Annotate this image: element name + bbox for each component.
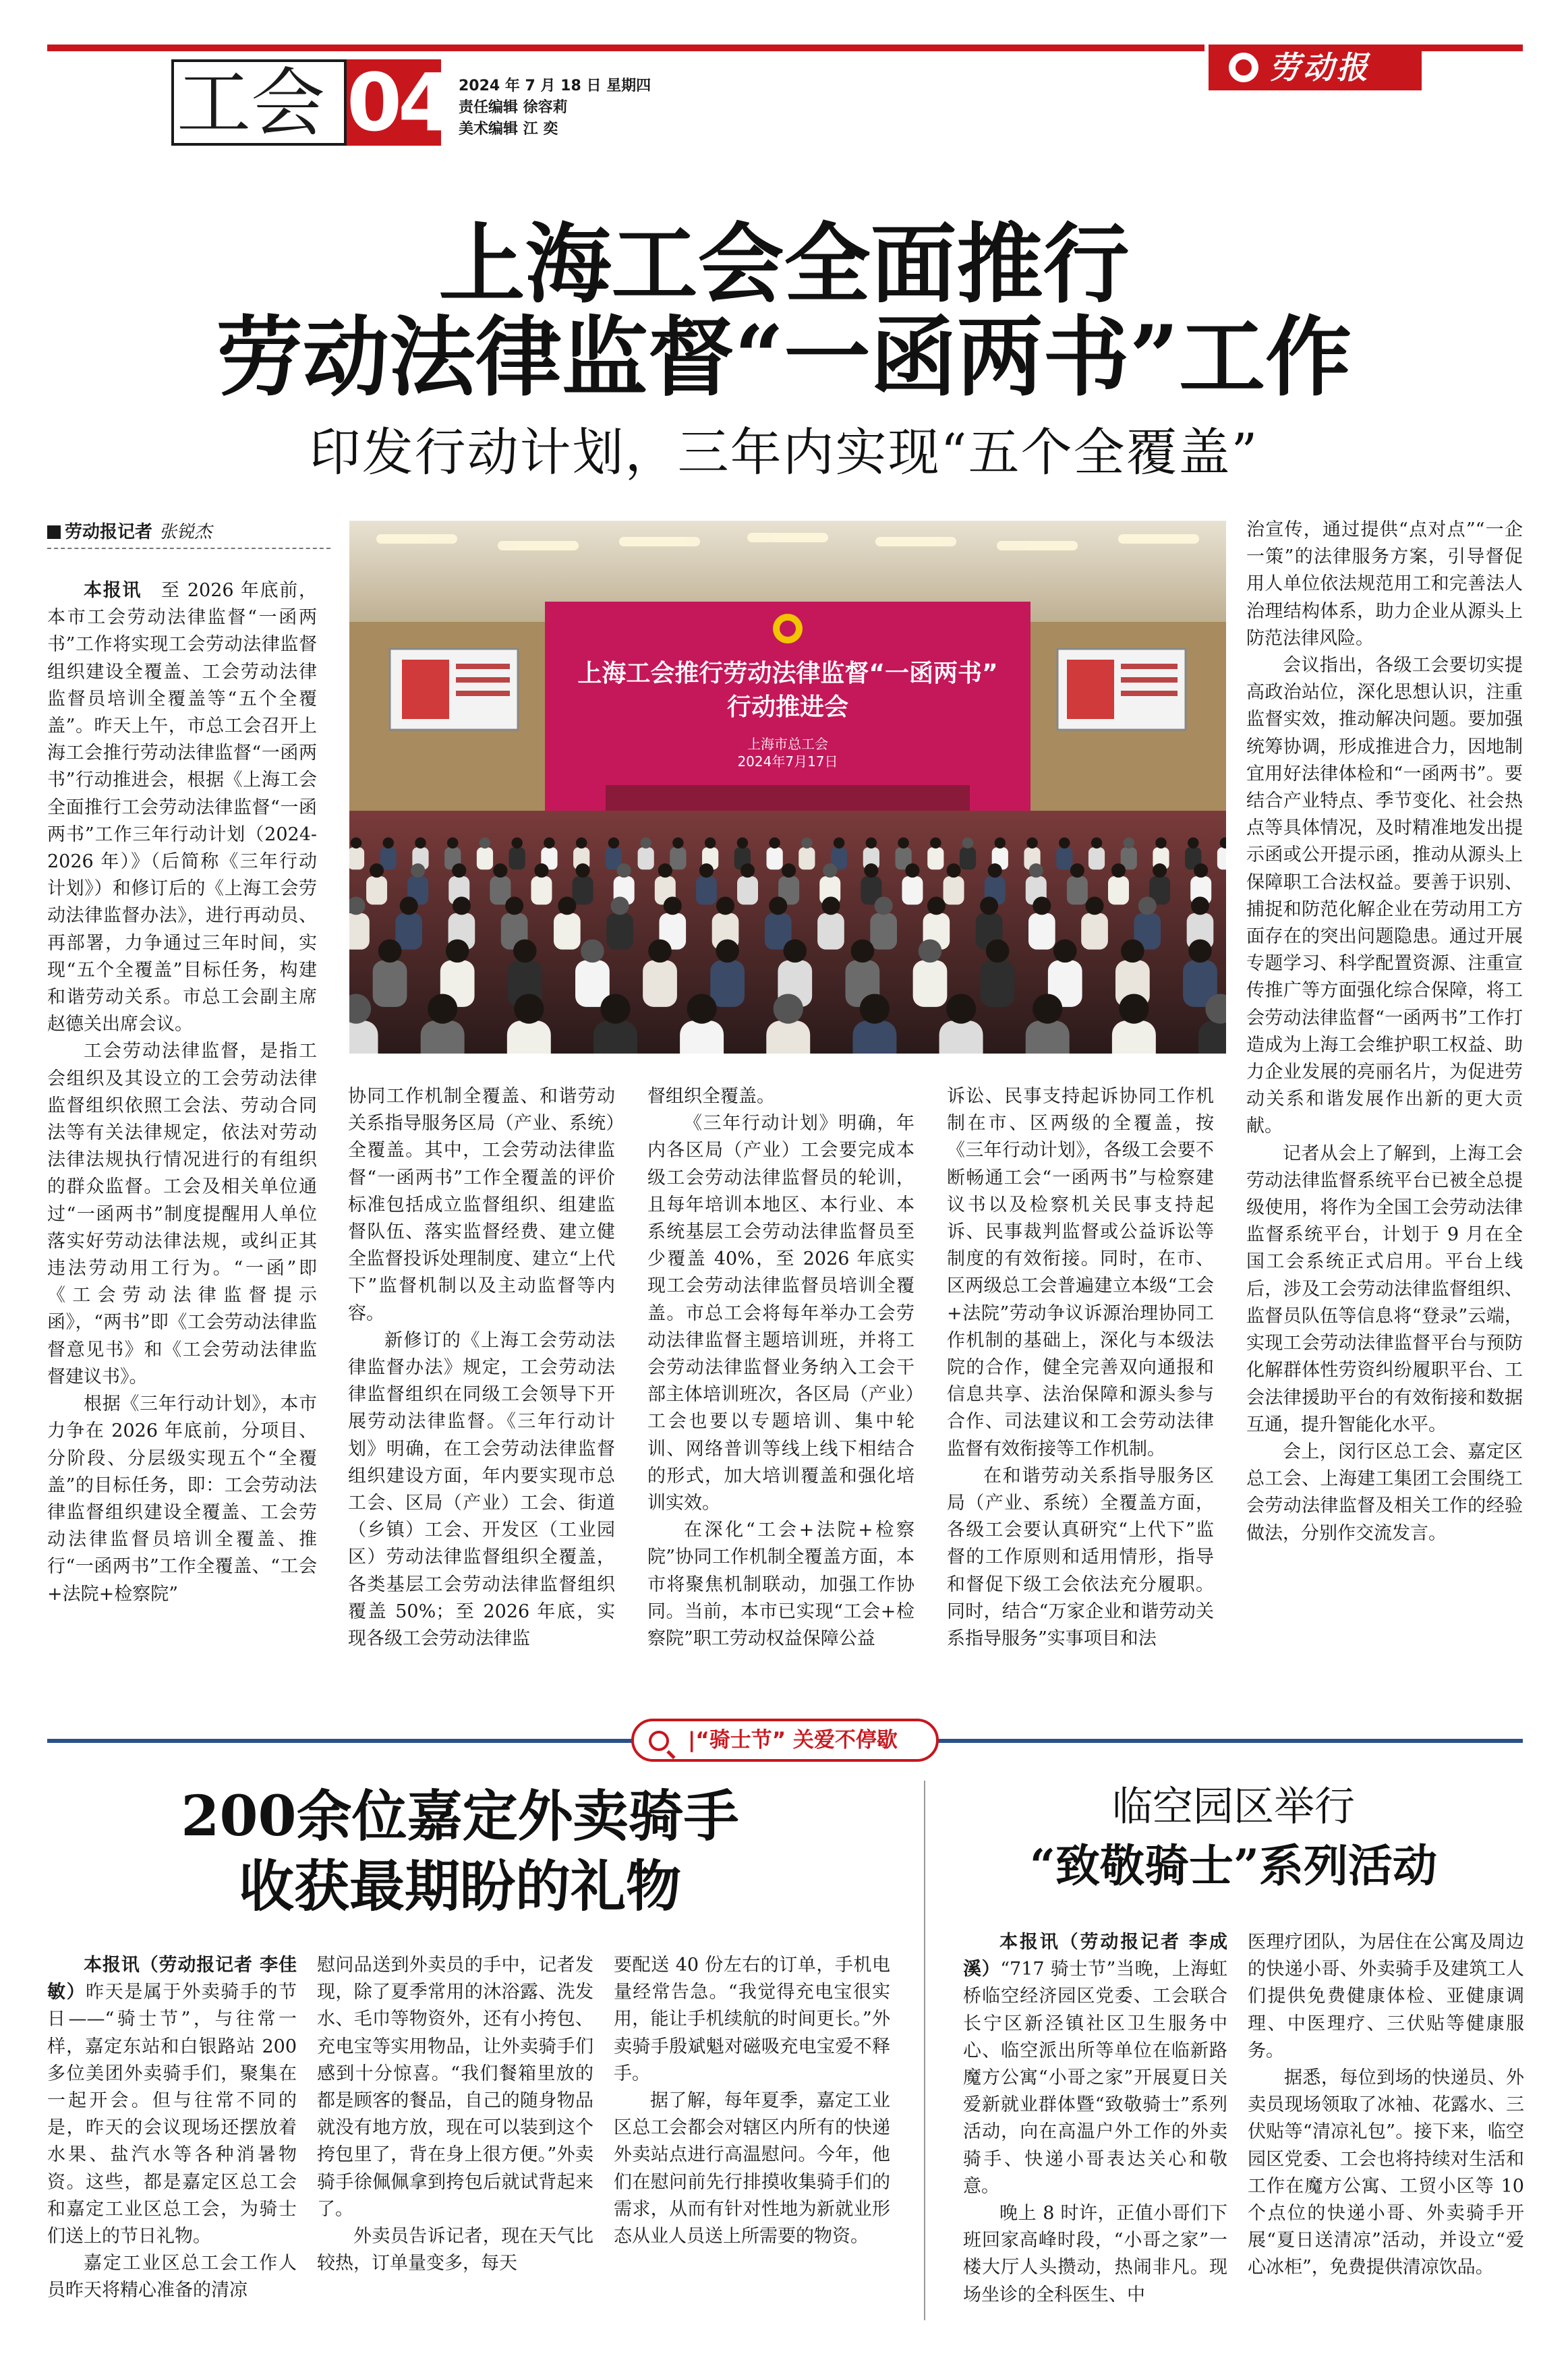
paragraph: 慰问品送到外卖员的手中，记者发现，除了夏季常用的沐浴露、洗发水、毛巾等物资外，还有小挎包、充电宝等实用物品，让外卖骑手们感到十分惊喜。“我们餐箱里放的都是顾客的餐品，自己的随身物品就没有地方放，现在可以装到这个挎包里了，背在身上很方便。”外卖骑手徐佩佩拿到挎包后就试背起来了。 — [317, 1955, 593, 2220]
headline-line1: 上海工会全面推行 — [438, 214, 1130, 315]
page-number: 04 — [347, 56, 450, 149]
lead-column-2 — [348, 1083, 615, 1673]
paragraph: 新修订的《上海工会劳动法律监督办法》规定，工会劳动法律监督组织在同级工会领导下开展劳动法律监督。《三年行动计划》明确，在工会劳动法律监督组织建设方面，年内要实现市总工会、区局（产业）工会、街道（乡镇）工会、开发区（工业园区）劳动法律监督组织全覆盖，各类基层工会劳动法律监督组织覆盖 50%；至 2026 年底，实现各级工会劳动法律监 — [348, 1329, 615, 1650]
paragraph: 外卖员告诉记者，现在天气比较热，订单量变多，每天 — [317, 2226, 593, 2274]
topic-banner — [631, 1719, 939, 1762]
masthead-meta — [459, 76, 651, 140]
lead-column-4 — [947, 1083, 1214, 1673]
search-icon — [649, 1731, 669, 1751]
headline-line2: 劳动法律监督“一函两书”工作 — [216, 307, 1352, 408]
art-editor-line: 美术编辑 江 奕 — [459, 121, 558, 138]
editor-line: 责任编辑 徐容莉 — [459, 99, 568, 116]
paragraph: 会议指出，各级工会要切实提高政治站位，深化思想认识，注重监督实效，推动解决问题。要加强统筹协调，形成推进合力，因地制宜用好法律体检和“一函两书”。要结合产业特点、季节变化、社会热点等具体情况，及时精准地发出提示函或公开提示函，推动从源头上保障职工合法权益。要善于识别、捕捉和防范化解企业在劳动用工方面存在的突出问题隐患。通过开展专题学习、科学配置资源、注重宣传推广等方面强化综合保障，将工会劳动法律监督“一函两书”工作打造成为上海工会维护职工权益、助力企业发展的亮丽名片，为促进劳动关系和谐发展作出新的更大贡献。 — [1246, 655, 1523, 1137]
story2-title-line2: 收获最期盼的礼物 — [238, 1854, 681, 1919]
stage-screen-line2: 行动推进会 — [726, 693, 849, 721]
paper-name: 劳动报 — [1269, 49, 1370, 86]
paragraph: 诉讼、民事支持起诉协同工作机制在市、区两级的全覆盖，按《三年行动计划》，各级工会要不断畅通工会“一函两书”与检察建议书以及检察机关民事支持起诉、民事裁判监督或公益诉讼等制度的有效衔接。同时，在市、区两级总工会普遍建立本级“工会+法院”劳动争议诉源治理协同工作机制的基础上，深化与本级法院的合作，健全完善双向通报和信息共享、法治保障和源头参与合作、司法建议和工会劳动法律监督有效衔接等工作机制。 — [947, 1086, 1214, 1460]
story2-title-line1: 200余位嘉定外卖骑手 — [181, 1784, 739, 1849]
date-line: 2024 年 7 月 18 日 星期四 — [459, 78, 651, 94]
stage-screen-org: 上海市总工会 — [747, 736, 828, 752]
paragraph: 要配送 40 份左右的订单，手机电量经常告急。“我觉得充电宝很实用，能让手机续航的时间更长。”外卖骑手殷斌魁对磁吸充电宝爱不释手。 — [614, 1955, 890, 2084]
lead-byline — [47, 518, 212, 543]
paragraph — [963, 1929, 1227, 2200]
topic-banner-text: |“骑士节” 关爱不停歇 — [688, 1728, 898, 1752]
paragraph: 协同工作机制全覆盖、和谐劳动关系指导服务区局（产业、系统）全覆盖。其中，工会劳动法律监督“一函两书”工作全覆盖的评价标准包括成立监督组织、组建监督队伍、落实监督经费、建立健全监督投诉处理制度、建立“上代下”监督机制以及主动监督等内容。 — [348, 1086, 615, 1324]
lead-column-5 — [1246, 517, 1523, 1673]
byline-rule — [47, 548, 330, 549]
stage-screen-date: 2024年7月17日 — [737, 753, 838, 770]
paragraph — [47, 1952, 297, 2250]
story2-byline: （劳动报记者 李佳敏） — [47, 1955, 297, 2003]
dateline-lead: 本报讯 — [84, 1955, 140, 1976]
top-rule — [47, 45, 1204, 51]
byline-name: 张锐杰 — [159, 522, 212, 542]
story3-title-line1: 临空园区举行 — [1112, 1783, 1355, 1831]
paragraph: 在深化“工会+法院+检察院”协同工作机制全覆盖方面，本市将聚焦机制联动，加强工作协同。当前，本市已实现“工会+检察院”职工劳动权益保障公益 — [647, 1520, 914, 1650]
story2-column-3 — [614, 1952, 890, 2303]
meeting-photo — [349, 521, 1226, 1054]
dateline-lead: 本报讯 — [999, 1932, 1060, 1953]
byline-label: 劳动报记者 — [65, 522, 153, 542]
paragraph — [47, 577, 317, 1038]
top-rule-right — [1422, 45, 1523, 51]
paragraph-text: “717 骑士节”当晚，上海虹桥临空经济园区党委、工会联合长宁区新泾镇社区卫生服务中心、临空派出所等单位在临新路魔方公寓“小哥之家”开展夏日关爱新就业群体暨“致敬骑士”系列活动，向在高温户外工作的外卖骑手、快递小哥表达关心和敬意。 — [963, 1959, 1227, 2197]
paragraph: 《三年行动计划》明确，年内各区局（产业）工会要完成本级工会劳动法律监督员的轮训，且每年培训本地区、本行业、本系统基层工会劳动法律监督员至少覆盖 40%，至 2026 年底实现工会劳动法律监督员培训全覆盖。市总工会将每年举办工会劳动法律监督主题培训班，并将工会劳动法律监督业务纳入工会干部主体培训班次，各区局（产业）工会也要以专题培训、集中轮训、网络普训等线上线下相结合的形式，加大培训覆盖和强化培训实效。 — [647, 1113, 914, 1514]
paper-logo-icon — [1229, 53, 1258, 82]
story3-column-2 — [1248, 1929, 1524, 2320]
paragraph: 医理疗团队，为居住在公寓及周边的快递小哥、外卖骑手及建筑工人们提供免费健康体检、亚健康调理、中医理疗、三伏贴等健康服务。 — [1248, 1932, 1524, 2061]
paper-logo — [1209, 45, 1422, 90]
paragraph: 工会劳动法律监督，是指工会组织及其设立的工会劳动法律监督组织依照工会法、劳动合同法等有关法律规定，依法对劳动法律法规执行情况进行的有组织的群众监督。工会及相关单位通过“一函两书”制度提醒用人单位落实好劳动法律法规，或纠正其违法劳动用工行为。“一函”即《工会劳动法律监督提示函》，“两书”即《工会劳动法律监督意见书》和《工会劳动法律监督建议书》。 — [47, 1041, 317, 1387]
headline-subtitle: 印发行动计划，三年内实现“五个全覆盖” — [309, 422, 1259, 482]
paragraph: 记者从会上了解到，上海工会劳动法律监督系统平台已被全总提级使用，将作为全国工会劳动法律监督系统平台，计划于 9 月在全国工会系统正式启用。平台上线后，涉及工会劳动法律监督组织、监督员队伍等信息将“登录”云端，实现工会劳动法律监督平台与预防化解群体性劳资纠纷履职平台、工会法律援助平台的有效衔接和数据互通，提升智能化水平。 — [1246, 1143, 1523, 1435]
paragraph: 据悉，每位到场的快递员、外卖员现场领取了冰袖、花露水、三伏贴等“清凉礼包”。接下来，临空园区党委、工会也将持续对生活和工作在魔方公寓、工贸小区等 10 个点位的快递小哥、外卖骑手开展“夏日送清凉”活动，并设立“爱心冰柜”，免费提供清凉饮品。 — [1248, 2067, 1524, 2278]
lead-column-3 — [647, 1083, 914, 1673]
story2-column-2 — [317, 1952, 593, 2303]
dateline-lead: 本报讯 — [84, 580, 142, 601]
paragraph-text: 至 2026 年底前，本市工会劳动法律监督“一函两书”工作将实现工会劳动法律监督组织建设全覆盖、工会劳动法律监督员培训全覆盖等“五个全覆盖”。昨天上午，市总工会召开上海工会推行劳动法律监督“一函两书”行动推进会，根据《上海工会全面推行工会劳动法律监督“一函两书”工作三年行动计划（2024-2026 年）》（后简称《三年行动计划》）和修订后的《上海工会劳动法律监督办法》，进行再动员、再部署，力争通过三年时间，实现“五个全覆盖”目标任务，构建和谐劳动关系。市总工会副主席赵德关出席会议。 — [47, 580, 318, 1035]
section-name: 工会 — [177, 60, 325, 146]
meeting-photo-illustration — [349, 521, 1226, 1054]
paragraph-text: 昨天是属于外卖骑手的节日——“骑士节”，与往常一样，嘉定东站和白银路站 200 多位美团外卖骑手们，聚集在一起开会。但与往常不同的是，昨天的会议现场还摆放着水果、盐汽水等各种消暑物资。这些，都是嘉定区总工会和嘉定工业区总工会，为骑士们送上的节日礼物。 — [47, 1982, 297, 2247]
paragraph: 根据《三年行动计划》，本市力争在 2026 年底前，分项目、分阶段、分层级实现五个“全覆盖”的目标任务，即：工会劳动法律监督组织建设全覆盖、工会劳动法律监督员培训全覆盖、推行“一函两书”工作全覆盖、“工会+法院+检察院” — [47, 1394, 317, 1605]
lead-column-1 — [47, 577, 317, 1673]
story3-byline: （劳动报记者 李成溪） — [963, 1932, 1228, 1980]
paragraph: 督组织全覆盖。 — [647, 1086, 775, 1107]
paragraph: 在和谐劳动关系指导服务区局（产业、系统）全覆盖方面，各级工会要认真研究“上代下”监督的工作原则和适用情形，指导和督促下级工会依法充分履职。同时，结合“万家企业和谐劳动关系指导服务”实事项目和法 — [947, 1465, 1214, 1650]
story3-column-1 — [963, 1929, 1227, 2320]
story2-column-1 — [47, 1952, 297, 2303]
column-divider — [924, 1781, 925, 2320]
paragraph: 嘉定工业区总工会工作人员昨天将精心准备的清凉 — [47, 2253, 297, 2301]
paragraph: 会上，闵行区总工会、嘉定区总工会、上海建工集团工会围绕工会劳动法律监督及相关工作的经验做法，分别作交流发言。 — [1246, 1441, 1523, 1544]
paragraph: 晚上 8 时许，正值小哥们下班回家高峰时段，“小哥之家”一楼大厅人头攒动，热闹非凡。现场坐诊的全科医生、中 — [963, 2203, 1227, 2305]
story3-title-line2: “致敬骑士”系列活动 — [1030, 1839, 1437, 1892]
paragraph: 治宣传，通过提供“点对点”“一企一策”的法律服务方案，引导督促用人单位依法规范用工和完善法人治理结构体系，助力企业从源头上防范法律风险。 — [1246, 519, 1523, 649]
paragraph: 据了解，每年夏季，嘉定工业区总工会都会对辖区内所有的快递外卖站点进行高温慰问。今年，他们在慰问前先行排摸收集骑手们的需求，从而有针对性地为新就业形态从业人员送上所需要的物资。 — [614, 2090, 890, 2247]
square-bullet-icon — [47, 525, 61, 539]
stage-screen-line1: 上海工会推行劳动法律监督“一函两书” — [577, 660, 998, 687]
